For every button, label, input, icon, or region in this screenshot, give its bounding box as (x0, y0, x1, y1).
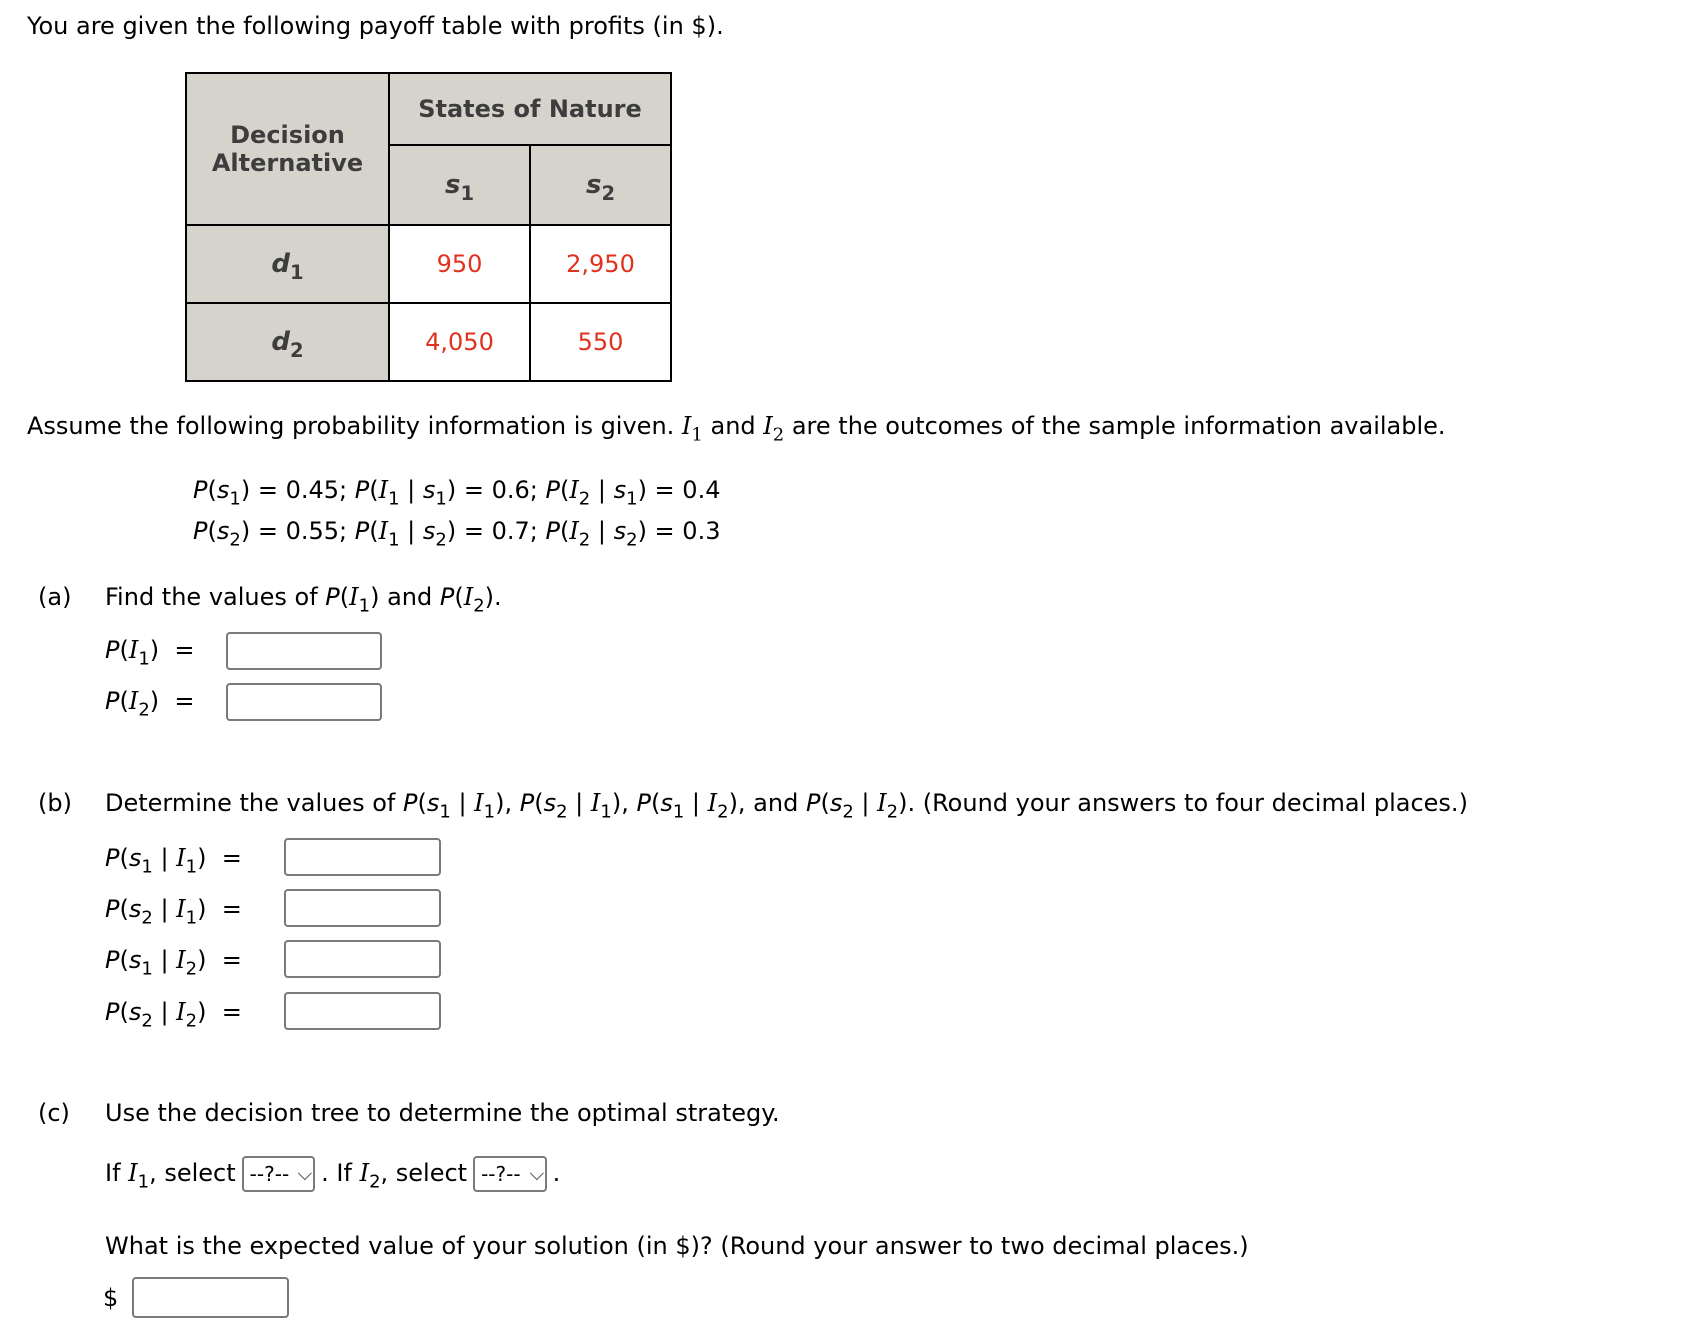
payoff-table (185, 72, 672, 382)
assumption-text: Assume the following probability information is given. $I_1$ and $I_2$ are the outcomes of the sample information available. (27, 412, 1446, 446)
decision-d2: $d_2$ (186, 303, 389, 381)
p-s2-given-i2-input[interactable] (284, 992, 441, 1030)
p-s2-given-i1-label: $P(s_2$ | $I_1$) = (105, 895, 242, 929)
intro-text: You are given the following payoff table with profits (in $). (27, 12, 724, 40)
p-i2-label: $P(I_2)$ = (105, 687, 195, 721)
part-c-question: Use the decision tree to determine the optimal strategy. (105, 1099, 780, 1127)
p-s2-given-i1-input[interactable] (284, 889, 441, 927)
part-a-label: (a) (38, 583, 72, 611)
p-i1-input[interactable] (226, 632, 382, 670)
chevron-down-icon (298, 1166, 312, 1180)
p-i1-label: $P(I_1)$ = (105, 636, 195, 670)
state-s2-header: $s_2$ (530, 145, 671, 225)
strategy-line: If $I_1$, select --?-- . If $I_2$, select --?-- . (105, 1156, 560, 1192)
probability-line-1: $P(s_1) = 0.45$; $P(I_1$ | $s_1) = 0.6$; $P(I_2$ | $s_1) = 0.4$ (193, 476, 721, 510)
currency-symbol: $ (103, 1284, 119, 1312)
p-s2-given-i2-label: $P(s_2$ | $I_2$) = (105, 998, 242, 1032)
payoff-d1-s2: 2,950 (530, 225, 671, 303)
ev-question: What is the expected value of your solution (in $)? (Round your answer to two decimal places.) (105, 1232, 1249, 1260)
p-s1-given-i2-label: $P(s_1$ | $I_2$) = (105, 946, 242, 980)
states-of-nature-header: States of Nature (389, 73, 671, 145)
table-row (186, 303, 671, 381)
probability-line-2: $P(s_2) = 0.55$; $P(I_1$ | $s_2) = 0.7$; $P(I_2$ | $s_2) = 0.3$ (193, 517, 721, 551)
p-s1-given-i1-label: $P(s_1$ | $I_1$) = (105, 844, 242, 878)
payoff-d2-s1: 4,050 (389, 303, 530, 381)
table-row (186, 225, 671, 303)
p-s1-given-i2-input[interactable] (284, 940, 441, 978)
expected-value-input[interactable] (132, 1277, 289, 1318)
p-s1-given-i1-input[interactable] (284, 838, 441, 876)
part-b-question: Determine the values of $P(s_1$ | $I_1$), $P(s_2$ | $I_1$), $P(s_1$ | $I_2$), and $P(s_2$ | $I_2$). (Round your answers to four decimal places.) (105, 789, 1468, 823)
p-i2-input[interactable] (226, 683, 382, 721)
decision-d1: $d_1$ (186, 225, 389, 303)
part-a-question: Find the values of $P(I_1)$ and $P(I_2)$. (105, 583, 502, 617)
i1-decision-dropdown[interactable]: --?-- (242, 1156, 315, 1192)
part-c-label: (c) (38, 1099, 70, 1127)
i2-decision-dropdown[interactable]: --?-- (473, 1156, 546, 1192)
part-b-label: (b) (38, 789, 72, 817)
chevron-down-icon (529, 1166, 543, 1180)
payoff-d2-s2: 550 (530, 303, 671, 381)
corner-header: Decision Alternative (186, 73, 389, 225)
payoff-d1-s1: 950 (389, 225, 530, 303)
state-s1-header: $s_1$ (389, 145, 530, 225)
